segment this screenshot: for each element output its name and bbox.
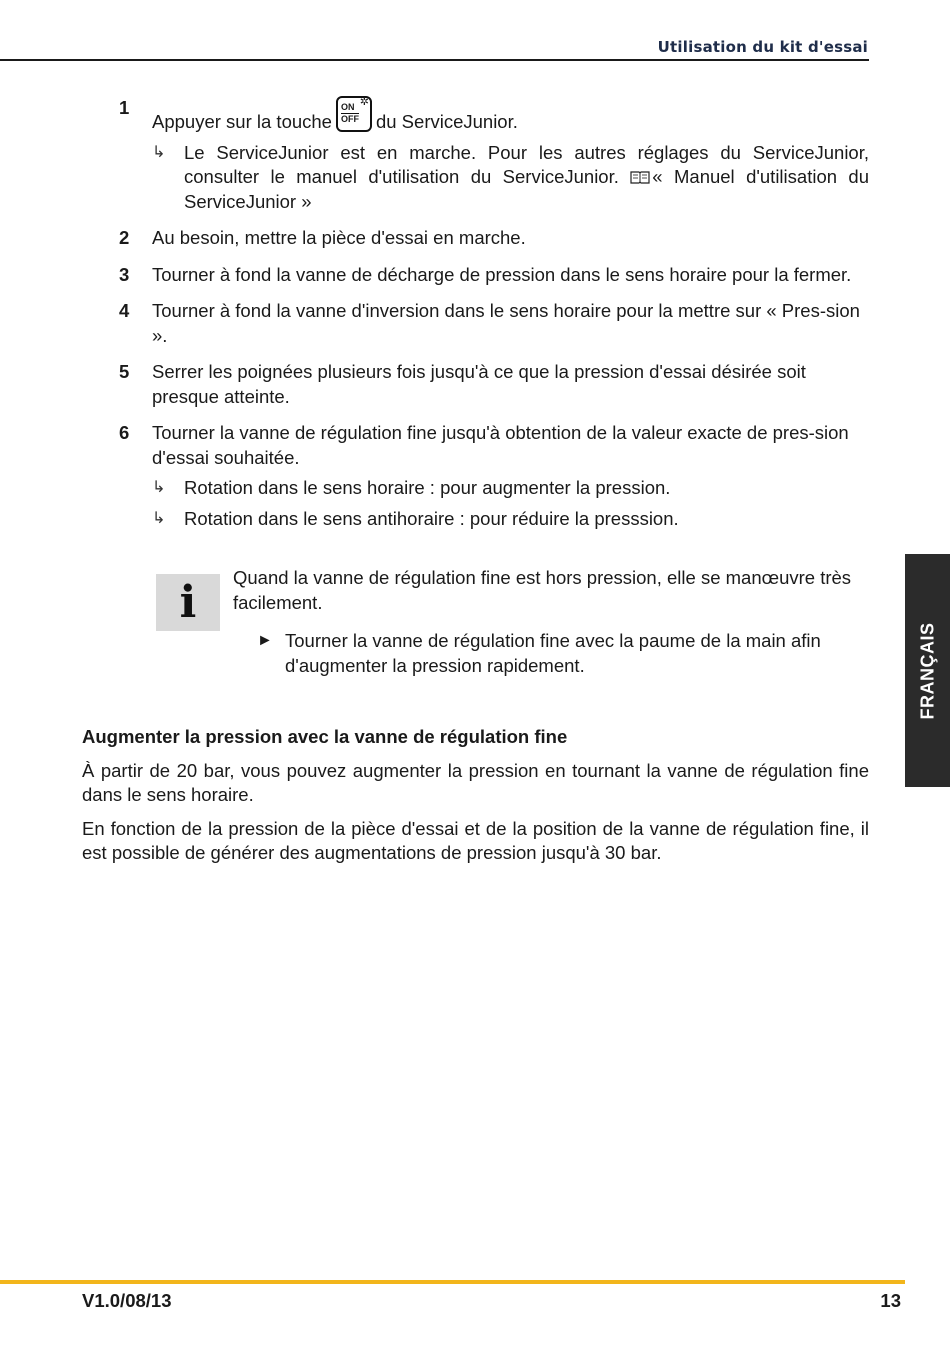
step-5 (82, 360, 869, 409)
info-icon: i (156, 574, 220, 631)
step-result: ↳ Rotation dans le sens horaire : pour augmenter la pression. (152, 476, 869, 501)
step-text: Appuyer sur la touche (152, 111, 332, 132)
step-text: Tourner à fond la vanne de décharge de pression dans le sens horaire pour la fermer. (152, 263, 852, 285)
gear-icon: ✲ (359, 96, 369, 108)
info-note (156, 566, 869, 678)
step-2 (82, 226, 869, 251)
step-result: ↳ Le ServiceJunior est en marche. Pour les autres réglages du ServiceJunior, consulter le manuel d'utilisation du ServiceJunior. « Manuel d'utilisation du ServiceJunior » (152, 141, 869, 212)
on-off-key-icon: ON OFF ✲ (336, 96, 372, 132)
footer-rule (0, 1280, 905, 1284)
step-number: 2 (119, 227, 130, 248)
step-number: 5 (119, 361, 130, 382)
step-4 (82, 299, 869, 348)
info-text: Quand la vanne de régulation fine est hors pression, elle se manœuvre très facilement. (233, 567, 852, 613)
paragraph: À partir de 20 bar, vous pouvez augmenter la pression en tournant la vanne de régulation fine dans le sens horaire. (82, 759, 869, 805)
step-text: Serrer les poignées plusieurs fois jusqu'à ce que la pression d'essai désirée soit presque atteinte. (152, 361, 806, 407)
language-tab (905, 554, 950, 787)
step-number: 6 (119, 422, 130, 443)
result-arrow-icon: ↳ (152, 509, 166, 527)
header-title: Utilisation du kit d'essai (657, 38, 868, 56)
result-arrow-icon: ↳ (152, 479, 166, 496)
step-number: 3 (119, 263, 130, 285)
action-arrow-icon: ► (257, 632, 273, 649)
language-tab-label: FRANÇAIS (917, 622, 937, 719)
step-text-after: du ServiceJunior. (375, 111, 518, 132)
result-arrow-icon: ↳ (152, 143, 166, 161)
page-number: 13 (880, 1290, 901, 1311)
step-number: 4 (119, 300, 130, 321)
step-6 (82, 421, 869, 531)
step-text: Tourner à fond la vanne d'inversion dans le sens horaire pour la mettre sur « Pres-sion ». (152, 300, 860, 346)
section-fine-valve (82, 725, 869, 875)
section-heading: Augmenter la pression avec la vanne de régulation fine (82, 726, 568, 747)
step-result: ↳ Rotation dans le sens antihoraire : pour réduire la presssion. (152, 507, 869, 532)
step-list (82, 96, 869, 543)
manual-reference: « Manuel d'utilisation du ServiceJunior » (184, 166, 869, 212)
info-action: ► Tourner la vanne de régulation fine avec la paume de la main afin d'augmenter la pression rapidement. (257, 630, 821, 676)
step-1 (82, 96, 869, 214)
manual-book-icon (630, 170, 650, 184)
footer-version: V1.0/08/13 (82, 1290, 172, 1311)
header-rule (0, 59, 869, 61)
step-text: Au besoin, mettre la pièce d'essai en marche. (152, 227, 526, 248)
paragraph: En fonction de la pression de la pièce d'essai et de la position de la vanne de régulation fine, il est possible de générer des augmentations de pression jusqu'à 30 bar. (82, 817, 869, 863)
step-3 (82, 263, 869, 288)
step-number: 1 (119, 97, 130, 118)
step-text: Tourner la vanne de régulation fine jusqu'à obtention de la valeur exacte de pres-sion d'essai souhaitée. (152, 422, 849, 468)
